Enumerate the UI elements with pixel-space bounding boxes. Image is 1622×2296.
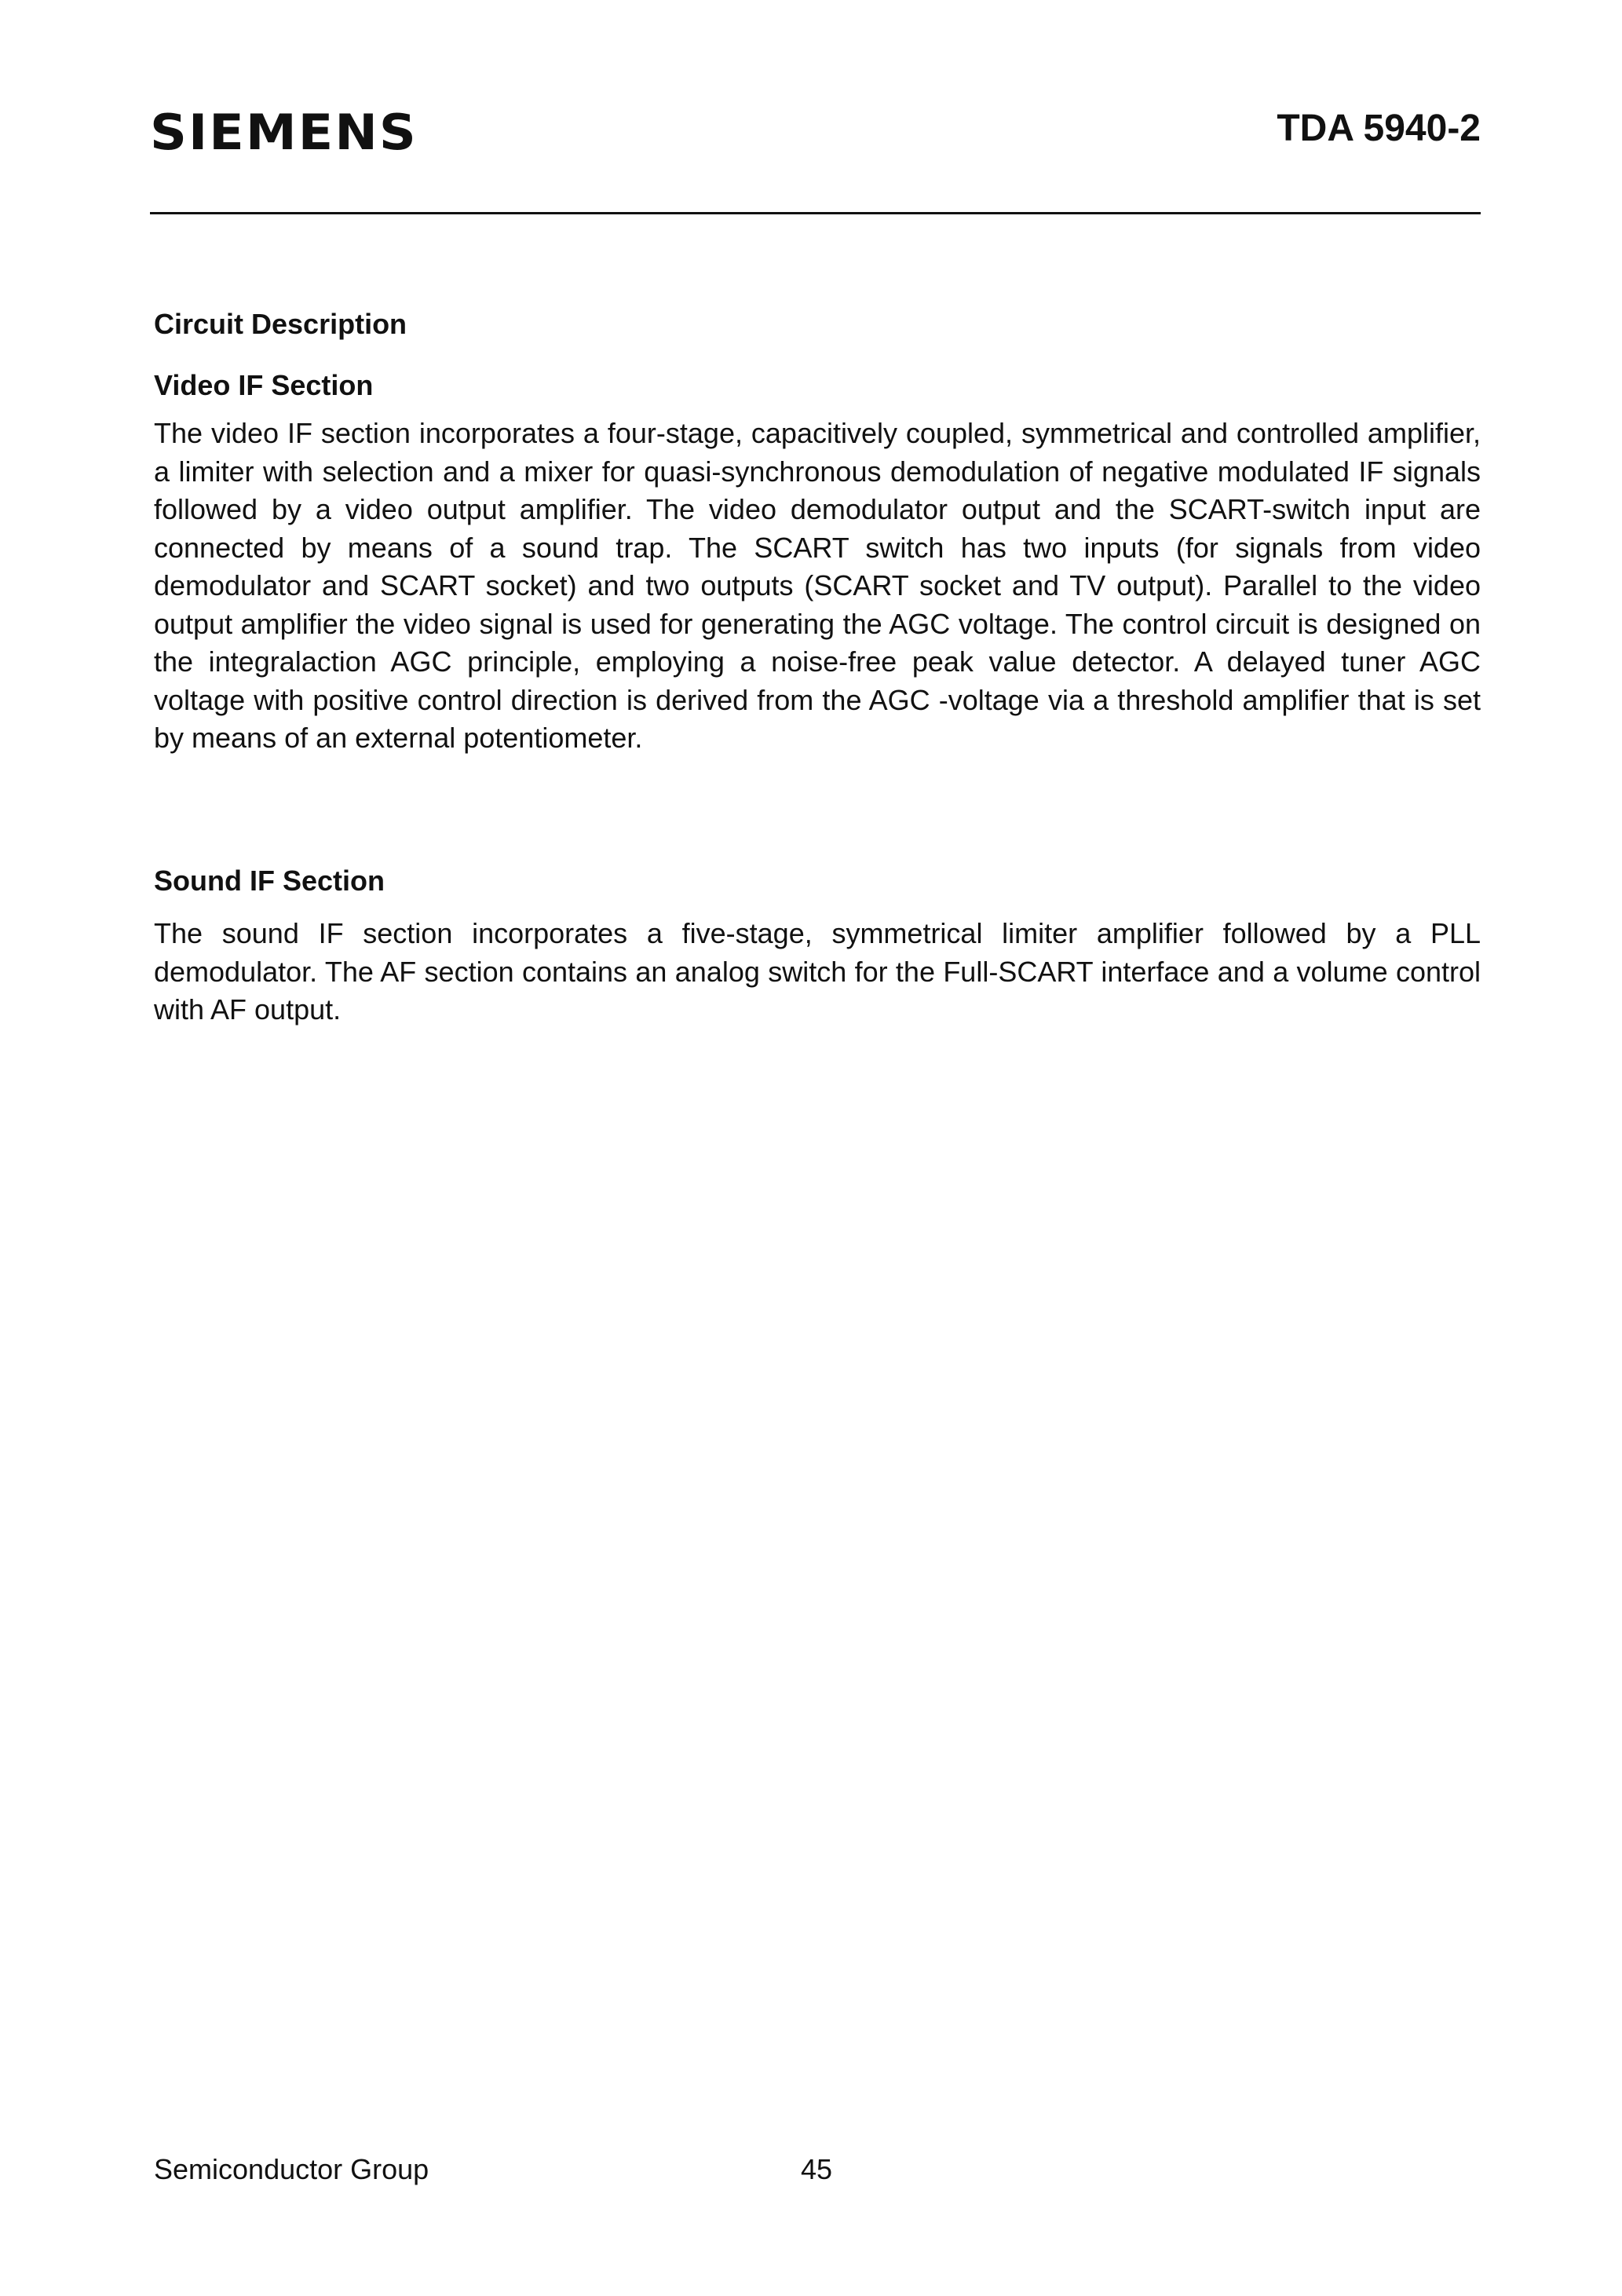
page-number: 45: [801, 2153, 833, 2185]
sound-if-section-heading: Sound IF Section: [154, 865, 385, 897]
video-if-section-body: The video IF section incorporates a four-stage, capacitively coupled, symmetrical and controlled amplifier, a limiter with selection and a mixer for quasi-synchronous demodulation of negative modulated IF signals followed by a video output amplifier. The video demodulator output and the SCART-switch input are connected by means of a sound trap. The SCART switch has two inputs (for signals from video demodulator and SCART socket) and two outputs (SCART socket and TV output). Parallel to the video output amplifier the video signal is used for generating the AGC voltage. The control circuit is designed on the integralaction AGC principle, employing a noise-free peak value detector. A delayed tuner AGC voltage with positive control direction is derived from the AGC -voltage via a threshold amplifier that is set by means of an external potentiometer.: [154, 417, 1481, 754]
video-if-section-heading: Video IF Section: [154, 369, 374, 401]
header-divider: [150, 212, 1481, 214]
page-title: Circuit Description: [154, 308, 407, 340]
sound-if-section-body: The sound IF section incorporates a five-stage, symmetrical limiter amplifier followed by a PLL demodulator. The AF section contains an analog switch for the Full-SCART interface and a volume control with AF output.: [154, 917, 1481, 1026]
footer-company: Semiconductor Group: [154, 2153, 429, 2185]
part-number: TDA 5940-2: [1277, 108, 1481, 149]
siemens-logo: SIEMENS: [150, 104, 418, 161]
